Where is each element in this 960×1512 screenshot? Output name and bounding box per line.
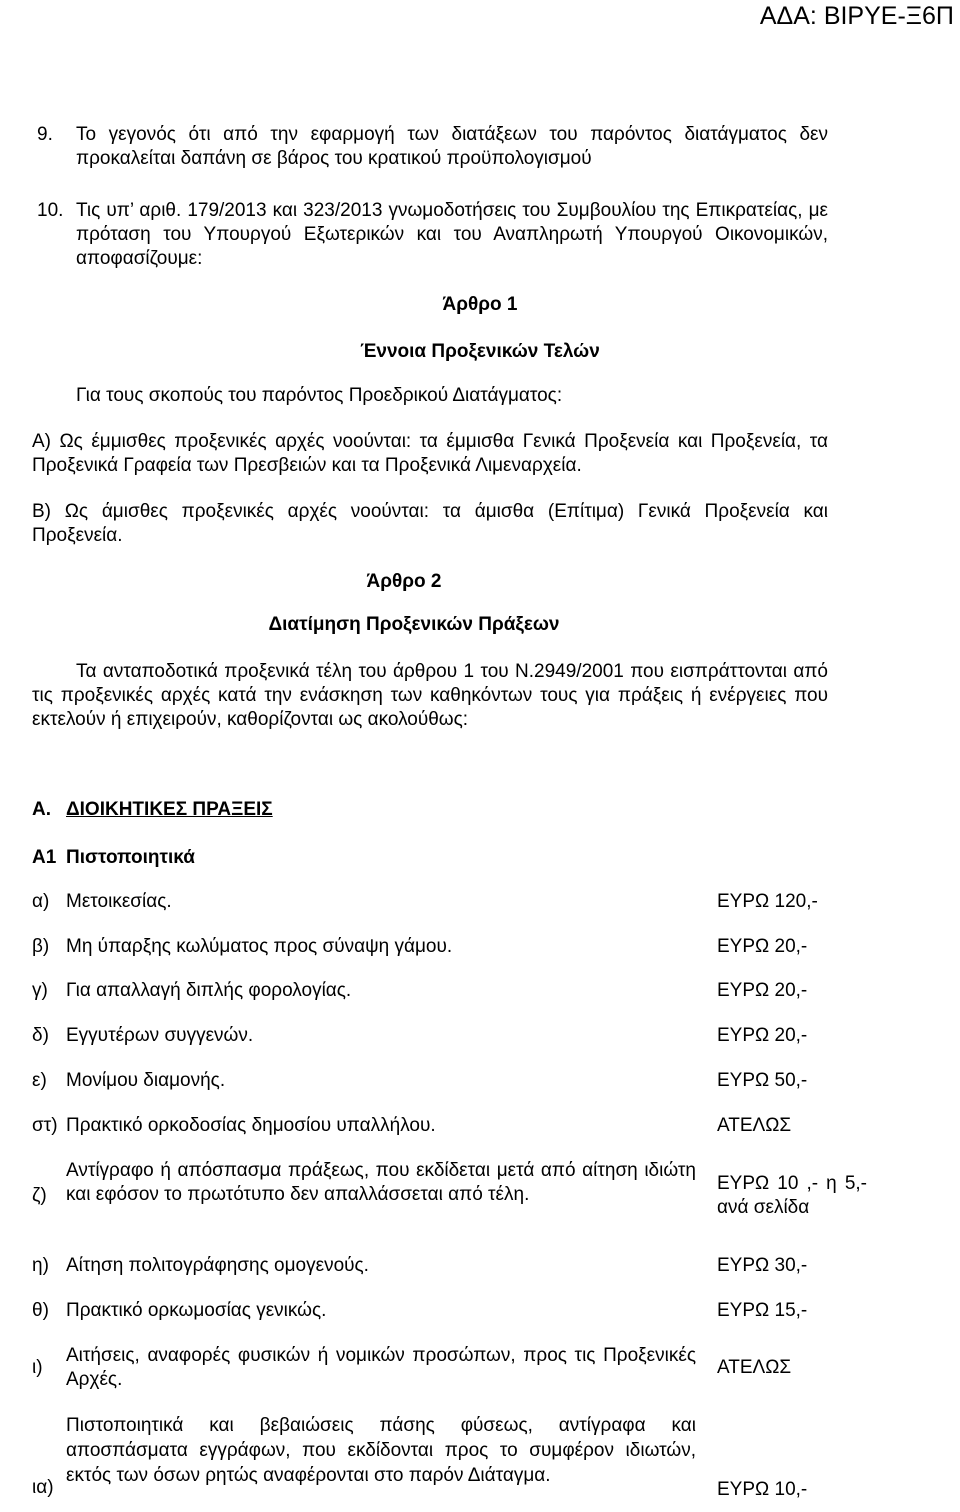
fee-price: ΕΥΡΩ 10 ,- η 5,- ανά σελίδα <box>717 1173 867 1218</box>
fee-price: ΕΥΡΩ 120,- <box>717 891 818 912</box>
fee-price: ΕΥΡΩ 20,- <box>717 936 808 957</box>
fee-label: ε) <box>32 1070 47 1091</box>
fee-description: Αντίγραφο ή απόσπασμα πράξεως, που εκδίδεται μετά από αίτηση ιδιώτη και εφόσον το πρωτότυπο δεν απαλλάσσεται από τέλη. <box>66 1160 696 1205</box>
section-title: ΔΙΟΙΚΗΤΙΚΕΣ ΠΡΑΞΕΙΣ <box>66 799 273 820</box>
fee-label: θ) <box>32 1300 49 1321</box>
ada-code: ΑΔΑ: ΒΙΡΥΕ-Ξ6Π <box>759 2 954 30</box>
fee-description: Αιτήσεις, αναφορές φυσικών ή νομικών προσώπων, προς τις Προξενικές Αρχές. <box>66 1345 696 1390</box>
subsection-title: Πιστοποιητικά <box>66 847 195 868</box>
article1-title: Έννοια Προξενικών Τελών <box>360 341 600 362</box>
article1-heading: Άρθρο 1 <box>442 294 518 315</box>
fee-label: η) <box>32 1255 49 1276</box>
fee-description: Πρακτικό ορκωμοσίας γενικώς. <box>66 1300 327 1321</box>
fee-label: δ) <box>32 1025 49 1046</box>
article2-para: Τα ανταποδοτικά προξενικά τέλη του άρθρου 1 του Ν.2949/2001 που εισπράττονται από τις προξενικές αρχές κατά την ενάσκηση των καθηκόντων τους για πράξεις ή ενέργειες που εκτελούν ή επιχειρούν, καθορίζονται ως ακολούθως: <box>32 661 828 730</box>
fee-description: Αίτηση πολιτογράφησης ομογενούς. <box>66 1255 369 1276</box>
item-10-text: Τις υπ’ αριθ. 179/2013 και 323/2013 γνωμοδοτήσεις του Συμβουλίου της Επικρατείας, με πρόταση του Υπουργού Εξωτερικών και του Αναπληρωτή Υπουργού Οικονομικών, αποφασίζουμε: <box>76 200 828 269</box>
fee-description: Μετοικεσίας. <box>66 891 172 912</box>
fee-label: ια) <box>32 1477 54 1498</box>
fee-description: Πιστοποιητικά και βεβαιώσεις πάσης φύσεως, αντίγραφα και αποσπάσματα εγγράφων, που εκδίδονται προς το συμφέρον ιδιωτών, εκτός των όσων ρητώς αναφέρονται στο παρόν Διάταγμα. <box>66 1415 696 1486</box>
fee-label: ζ) <box>32 1185 47 1206</box>
fee-price: ΑΤΕΛΩΣ <box>717 1115 792 1136</box>
fee-description: Μη ύπαρξης κωλύματος προς σύναψη γάμου. <box>66 936 453 957</box>
article1-para-b: Β) Ως άμισθες προξενικές αρχές νοούνται: τα άμισθα (Επίτιμα) Γενικά Προξενεία και Προξενεία. <box>32 501 828 546</box>
article1-intro: Για τους σκοπούς του παρόντος Προεδρικού Διατάγματος: <box>76 385 563 406</box>
article1-para-a: Α) Ως έμμισθες προξενικές αρχές νοούνται: τα έμμισθα Γενικά Προξενεία και Προξενεία, τα Προξενικά Γραφεία των Πρεσβειών και τα Προξενικά Λιμεναρχεία. <box>32 431 828 476</box>
fee-description: Για απαλλαγή διπλής φορολογίας. <box>66 980 352 1001</box>
fee-price: ΕΥΡΩ 30,- <box>717 1255 808 1276</box>
fee-description: Πρακτικό ορκοδοσίας δημοσίου υπαλλήλου. <box>66 1115 436 1136</box>
article2-heading: Άρθρο 2 <box>366 571 442 592</box>
article2-title: Διατίμηση Προξενικών Πράξεων <box>268 614 560 635</box>
item-9-text: Το γεγονός ότι από την εφαρμογή των διατάξεων του παρόντος διατάγματος δεν προκαλείται δαπάνη σε βάρος του κρατικού προϋπολογισμού <box>76 124 828 169</box>
fee-price: ΕΥΡΩ 20,- <box>717 1025 808 1046</box>
fee-description: Μονίμου διαμονής. <box>66 1070 226 1091</box>
fee-price: ΑΤΕΛΩΣ <box>717 1357 792 1378</box>
fee-price: ΕΥΡΩ 50,- <box>717 1070 808 1091</box>
fee-label: β) <box>32 936 50 957</box>
fee-label: α) <box>32 891 50 912</box>
fee-label: στ) <box>32 1115 58 1136</box>
item-10-number: 10. <box>37 200 64 221</box>
fee-label: ι) <box>32 1357 43 1378</box>
fee-price: ΕΥΡΩ 10,- <box>717 1479 808 1500</box>
subsection-code: Α1 <box>32 847 57 868</box>
fee-price: ΕΥΡΩ 20,- <box>717 980 808 1001</box>
fee-description: Εγγυτέρων συγγενών. <box>66 1025 254 1046</box>
section-code: Α. <box>32 799 51 820</box>
item-9-number: 9. <box>37 124 53 145</box>
fee-price: ΕΥΡΩ 15,- <box>717 1300 808 1321</box>
fee-label: γ) <box>32 980 48 1001</box>
